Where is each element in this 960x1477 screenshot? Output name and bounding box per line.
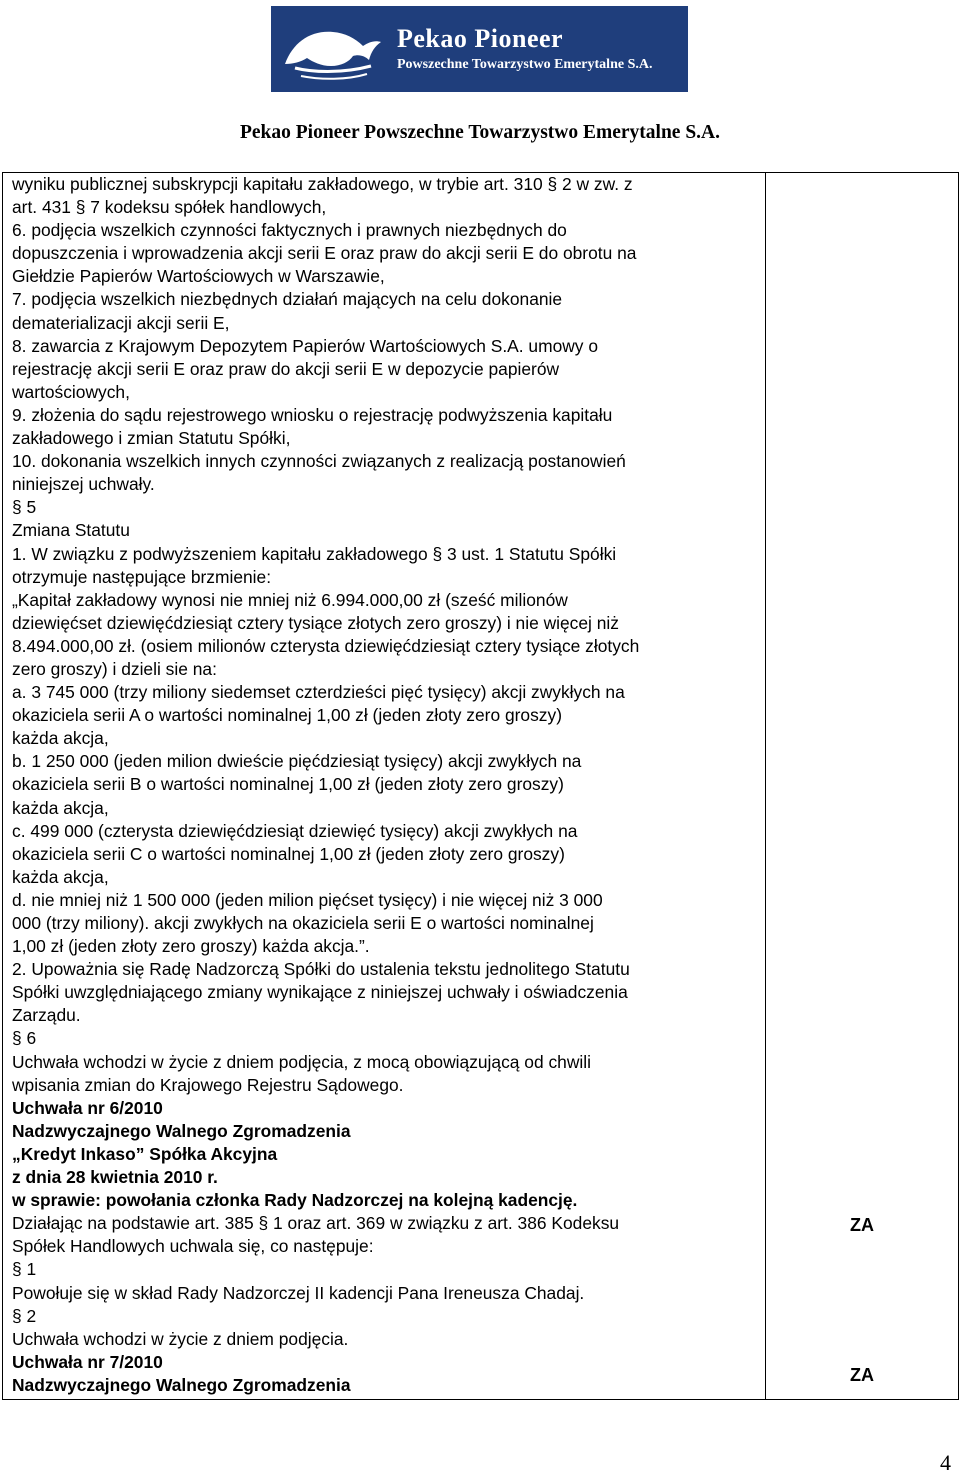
resolution-7-title: Uchwała nr 7/2010 [12,1351,163,1372]
resolution-6-line: § 2 [12,1305,37,1326]
body-line: d. nie mniej niż 1 500 000 (jeden milion pięćset tysięcy) i nie więcej niż 3 000 [12,889,603,910]
page-number: 4 [940,1450,951,1475]
body-line: każda akcja, [12,866,109,887]
body-line: okaziciela serii A o wartości nominalnej 1,00 zł (jeden złoty zero groszy) [12,705,562,726]
resolution-6-line: Uchwała wchodzi w życie z dniem podjęcia. [12,1328,349,1349]
body-line: okaziciela serii C o wartości nominalnej 1,00 zł (jeden złoty zero groszy) [12,843,565,864]
body-line: zakładowego i zmian Statutu Spółki, [12,428,291,449]
body-line: 1. W związku z podwyższeniem kapitału zakładowego § 3 ust. 1 Statutu Spółki [12,543,617,564]
resolution-6-title: Uchwała nr 6/2010 [12,1097,163,1118]
company-name: Pekao Pioneer Powszechne Towarzystwo Emerytalne S.A. [239,122,721,143]
resolution-6-line: Spółek Handlowych uchwala się, co następuje: [12,1236,374,1257]
body-line: niniejszej uchwały. [12,474,155,495]
body-line: 1,00 zł (jeden złoty zero groszy) każda akcja.”. [12,936,370,957]
body-line: Spółki uwzględniającego zmiany wynikające z niniejszej uchwały i oświadczenia [12,982,628,1003]
logo-subtitle: Powszechne Towarzystwo Emerytalne S.A. [397,57,653,72]
body-line: a. 3 745 000 (trzy miliony siedemset czterdzieści pięć tysięcy) akcji zwykłych na [12,682,625,703]
logo-text [397,24,652,74]
vote-resolution-7: ZA [850,1365,874,1385]
resolution-6-line: § 1 [12,1259,37,1280]
body-lines [12,173,759,1097]
body-line: 10. dokonania wszelkich innych czynności związanych z realizacją postanowień [12,451,626,472]
body-line: c. 499 000 (czterysta dziewięćdziesiąt dziewięć tysięcy) akcji zwykłych na [12,820,578,841]
vote-cell [766,173,959,1400]
body-line: otrzymuje następujące brzmienie: [12,566,272,587]
body-line: każda akcja, [12,797,109,818]
body-line: wpisania zmian do Krajowego Rejestru Sądowego. [12,1074,404,1095]
body-line: wartościowych, [12,381,130,402]
resolution-6-assembly: Nadzwyczajnego Walnego Zgromadzenia [12,1120,351,1141]
resolution-7-assembly: Nadzwyczajnego Walnego Zgromadzenia [12,1374,351,1395]
body-line: 000 (trzy miliony). akcji zwykłych na okaziciela serii E o wartości nominalnej [12,913,594,933]
resolution-6-line: Działając na podstawie art. 385 § 1 oraz art. 369 w związku z art. 386 Kodeksu [12,1213,620,1234]
resolution-6-date: z dnia 28 kwietnia 2010 r. [12,1167,218,1188]
body-line: dopuszczenia i wprowadzenia akcji serii E oraz praw do akcji serii E do obrotu na [12,243,637,264]
body-line: wyniku publicznej subskrypcji kapitału zakładowego, w trybie art. 310 § 2 w zw. z [12,174,633,194]
body-line: Uchwała wchodzi w życie z dniem podjęcia, z mocą obowiązującą od chwili [12,1051,591,1072]
logo-title: Pekao Pioneer [397,24,564,53]
resolution-6-company: „Kredyt Inkaso” Spółka Akcyjna [12,1143,278,1164]
body-line: 8. zawarcia z Krajowym Depozytem Papierów Wartościowych S.A. umowy o [12,335,598,356]
body-line: b. 1 250 000 (jeden milion dwieście pięćdziesiąt tysięcy) akcji zwykłych na [12,751,582,772]
body-line: rejestrację akcji serii E oraz praw do akcji serii E w depozycie papierów [12,358,560,379]
body-line: każda akcja, [12,728,109,749]
body-line: „Kapitał zakładowy wynosi nie mniej niż 6.994.000,00 zł (sześć milionów [12,589,568,610]
company-logo [271,6,688,92]
resolution-6-subject: w sprawie: powołania członka Rady Nadzorczej na kolejną kadencję. [12,1190,578,1211]
bison-logo-icon [271,6,391,92]
body-line: okaziciela serii B o wartości nominalnej 1,00 zł (jeden złoty zero groszy) [12,774,564,795]
body-line: Zarządu. [12,1005,81,1026]
body-line: Zmiana Statutu [12,520,130,541]
body-line: 2. Upoważnia się Radę Nadzorczą Spółki do ustalenia tekstu jednolitego Statutu [12,959,630,980]
resolution-6-line: Powołuje się w skład Rady Nadzorczej II kadencji Pana Ireneusza Chadaj. [12,1282,585,1303]
body-line: dematerializacji akcji serii E, [12,312,230,333]
body-line: § 5 [12,497,37,518]
document-body [3,173,765,1397]
body-line: § 6 [12,1028,37,1049]
body-line: 6. podjęcia wszelkich czynności faktycznych i prawnych niezbędnych do [12,220,567,241]
body-line: 8.494.000,00 zł. (osiem milionów czterysta dziewięćdziesiąt cztery tysiące złotych [12,635,640,656]
body-line: zero groszy) i dzieli sie na: [12,658,217,679]
body-line: Giełdzie Papierów Wartościowych w Warszawie, [12,266,385,287]
resolution-text-cell [3,173,766,1400]
body-line: 9. złożenia do sądu rejestrowego wniosku o rejestrację podwyższenia kapitału [12,404,613,425]
vote-resolution-6: ZA [850,1215,874,1235]
body-line: art. 431 § 7 kodeksu spółek handlowych, [12,197,327,218]
body-line: dziewięćset dziewięćdziesiąt cztery tysiące złotych zero groszy) i nie więcej niż [12,612,619,633]
body-line: 7. podjęcia wszelkich niezbędnych działań mających na celu dokonanie [12,289,563,310]
resolution-table [2,172,959,1400]
